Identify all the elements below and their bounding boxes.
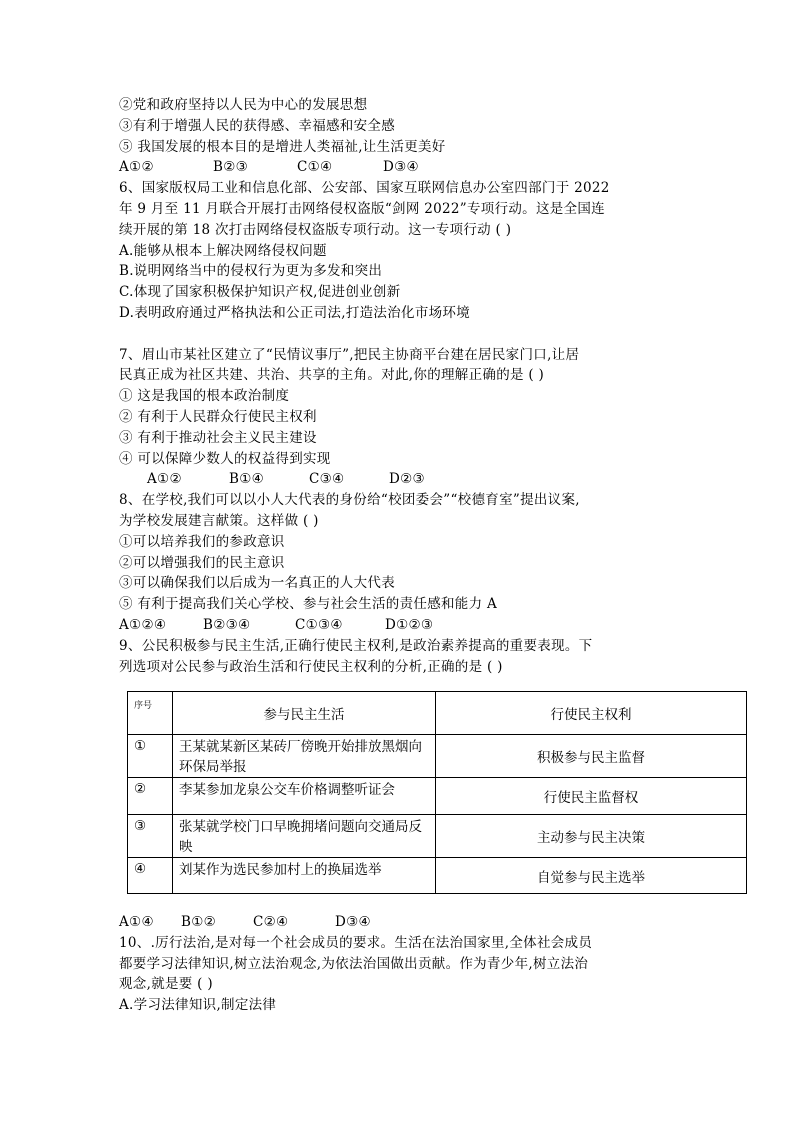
row-no: ③ (128, 815, 173, 858)
q8-stem-line-1: 8、在学校,我们可以以小人大代表的身份给“校团委会”“校德育室”提出议案, (119, 492, 580, 509)
q7-stem-line-2: 民真正成为社区共建、共治、共享的主角。对此,你的理解正确的是 ( ) (119, 367, 545, 384)
q9-option-b: B①② (181, 914, 217, 930)
q5-item-2: ②党和政府坚持以人民为中心的发展思想 (119, 97, 368, 113)
after-table (119, 912, 699, 1016)
q7-stem-line-1: 7、眉山市某社区建立了“民情议事厅”,把民主协商平台建在居民家门口,让居 (119, 346, 580, 363)
q10-stem-line-1: 10、.厉行法治,是对每一个社会成员的要求。生活在法治国家里,全体社会成员 (119, 934, 593, 951)
q6-choice-d: D.表明政府通过严格执法和公正司法,打造法治化市场环境 (119, 304, 471, 321)
q8-item-5: ⑤ 有利于提高我们关心学校、参与社会生活的责任感和能力 A (119, 596, 498, 613)
q8-option-c: C①③④ (295, 616, 343, 633)
q8-item-3: ③可以确保我们以后成为一名真正的人大代表 (119, 575, 395, 592)
q5-option-d: D③④ (383, 159, 419, 176)
q7-option-a: A①② (147, 471, 182, 488)
q9-option-a: A①④ (119, 914, 154, 930)
row-life: 王某就某新区某砖厂傍晚开始排放黑烟向环保局举报 (173, 735, 436, 778)
q9-stem-line-1: 9、公民积极参与民主生活,正确行使民主权利,是政治素养提高的重要表现。下 (119, 637, 593, 654)
table-row (128, 778, 747, 815)
row-right: 自觉参与民主选举 (436, 858, 747, 894)
q6-stem-line-2: 年 9 月至 11 月联合开展打击网络侵权盗版“剑网 2022”专项行动。这是全国连 (119, 200, 605, 217)
q9-table (127, 691, 747, 894)
table-header-row (128, 692, 747, 735)
q7-item-4: ④ 可以保障少数人的权益得到实现 (119, 450, 331, 467)
table-row (128, 858, 747, 894)
q7-item-1: ① 这是我国的根本政治制度 (119, 388, 290, 405)
row-right: 行使民主监督权 (436, 778, 747, 815)
row-right: 积极参与民主监督 (436, 735, 747, 778)
q5-option-c: C①④ (297, 159, 333, 176)
row-life: 刘某作为选民参加村上的换届选举 (173, 858, 436, 894)
q10-stem-line-3: 观念,就是要 ( ) (119, 976, 213, 993)
q9-stem-line-2: 列选项对公民参与政治生活和行使民主权利的分析,正确的是 ( ) (119, 658, 503, 675)
row-right: 主动参与民主决策 (436, 815, 747, 858)
q5-item-3: ③有利于增强人民的获得感、幸福感和安全感 (119, 117, 395, 134)
q6-choice-a: A.能够从根本上解决网络侵权问题 (119, 242, 327, 259)
q8-item-1: ①可以培养我们的参政意识 (119, 533, 285, 550)
q8-options (119, 615, 679, 636)
q10-choice-a: A.学习法律知识,制定法律 (119, 997, 277, 1014)
q9-option-d: D③④ (335, 914, 371, 930)
row-no: ② (128, 778, 173, 815)
q5-option-a: A①② (119, 159, 154, 176)
q7-options (119, 469, 679, 490)
row-life: 李某参加龙泉公交车价格调整听证会 (173, 778, 436, 815)
q5-options (119, 157, 679, 178)
exam-page (119, 95, 679, 677)
row-life: 张某就学校门口早晚拥堵问题向交通局反映 (173, 815, 436, 858)
q10-stem-line-2: 都要学习法律知识,树立法治观念,为依法治国做出贡献。作为青少年,树立法治 (119, 955, 589, 972)
q7-option-c: C③④ (309, 471, 345, 488)
q7-item-2: ② 有利于人民群众行使民主权利 (119, 408, 317, 425)
q8-option-a: A①②④ (119, 616, 167, 633)
q9-option-c: C②④ (253, 914, 289, 930)
table-row (128, 735, 747, 778)
row-no: ① (128, 735, 173, 778)
q5-option-b: B②③ (213, 159, 249, 176)
q8-item-2: ②可以增强我们的民主意识 (119, 554, 285, 571)
q9-options (119, 912, 699, 933)
q8-option-b: B②③④ (203, 616, 251, 633)
header-no: 序号 (128, 692, 173, 735)
q6-choice-c: C.体现了国家积极保护知识产权,促进创业创新 (119, 284, 401, 301)
q7-option-d: D②③ (389, 471, 425, 488)
blank-line (119, 324, 679, 345)
q7-option-b: B①④ (229, 471, 265, 488)
row-no: ④ (128, 858, 173, 894)
q6-stem-line-1: 6、国家版权局工业和信息化部、公安部、国家互联网信息办公室四部门于 2022 (119, 180, 610, 197)
table-row (128, 815, 747, 858)
q8-stem-line-2: 为学校发展建言献策。这样做 ( ) (119, 512, 319, 529)
header-rights: 行使民主权利 (436, 692, 747, 735)
q6-choice-b: B.说明网络当中的侵权行为更为多发和突出 (119, 263, 383, 280)
q6-stem-line-3: 续开展的第 18 次打击网络侵权盗版专项行动。这一专项行动 ( ) (119, 221, 512, 238)
q8-option-d: D①②③ (385, 616, 434, 633)
q7-item-3: ③ 有利于推动社会主义民主建设 (119, 429, 317, 446)
header-participation: 参与民主生活 (173, 692, 436, 735)
q5-item-5: ⑤ 我国发展的根本目的是增进人类福祉,让生活更美好 (119, 138, 446, 155)
